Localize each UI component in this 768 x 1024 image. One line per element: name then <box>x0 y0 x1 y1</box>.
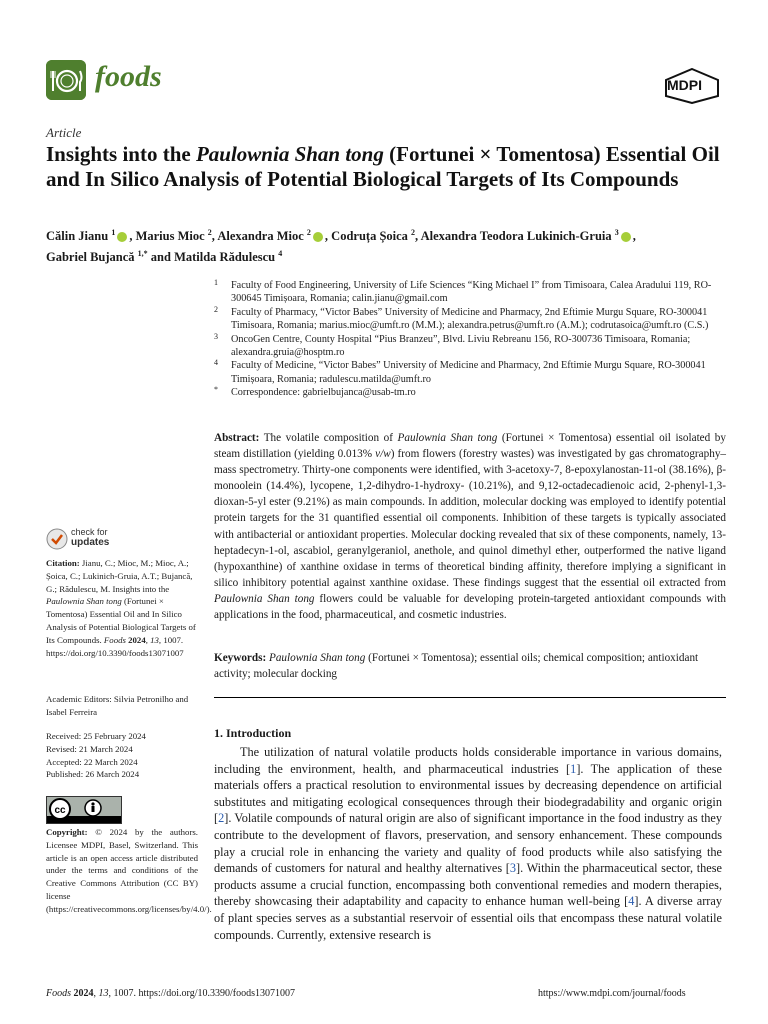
author: and Matilda Rădulescu <box>147 250 276 265</box>
affiliation: 1 Faculty of Food Engineering, University of Life Sciences “King Michael I” from Timisoara, Calea Aradului 119, RO-300645 Timișoara, Romania; calin.jianu@gmail.com <box>214 278 712 305</box>
footer-citation: Foods 2024, 13, 1007. https://doi.org/10.3390/foods13071007 <box>46 988 295 999</box>
author: Alexandra Mioc <box>217 229 304 244</box>
dates <box>46 730 198 781</box>
divider <box>214 697 726 698</box>
author: Alexandra Teodora Lukinich-Gruia <box>420 229 612 244</box>
section-heading: 1. Introduction <box>214 726 292 740</box>
article-type: Article <box>46 125 82 140</box>
affiliations <box>214 279 726 400</box>
affiliation: 3 OncoGen Centre, County Hospital “Pius Branzeu”, Blvd. Liviu Rebreanu 156, RO-300736 Timisoara, Romania; alexandra.gruia@hosptm.ro <box>214 331 691 359</box>
reference-link[interactable]: 1 <box>570 761 577 776</box>
check-updates-label-1: check for <box>71 527 108 537</box>
author: Călin Jianu <box>46 229 109 244</box>
affiliation: 2 Faculty of Pharmacy, “Victor Babes” University of Medicine and Pharmacy, 2nd Eftimie Murgu Square, RO-300041 Timisoara, Romania; marius.mioc@umft.ro (M.M.); alexandra.petrus@umft.ro (A.M.); codrutasoica@umft.ro (C.S.) <box>214 304 709 332</box>
author: Gabriel Bujancă <box>46 250 135 265</box>
revised-date: Revised: 21 March 2024 <box>46 743 133 754</box>
orcid-icon[interactable] <box>313 232 323 242</box>
received-date: Received: 25 February 2024 <box>46 731 146 741</box>
keywords: Keywords: Paulownia Shan tong (Fortunei × Tomentosa); essential oils; chemical composition; antioxidant activity; molecular docking <box>214 652 699 681</box>
publisher-name: MDPI <box>667 77 702 93</box>
reference-link[interactable]: 4 <box>628 894 635 909</box>
title-text-rest: (Fortunei × Tomentosa) Essential Oil and In Silico Analysis of Potential Biological Targets of Its Compounds <box>46 142 720 191</box>
article-title <box>46 142 726 192</box>
abstract: Abstract: The volatile composition of Paulownia Shan tong (Fortunei × Tomentosa) essential oil isolated by steam distillation (yielding 0.013% v/w) from flowers (forestry wastes) was investigated by gas chromatography–mass spectrometry. Thirty-one components were identified, with 3-acetoxy-7, 8-epoxylanostan-11-ol (38.16%), β-monoolein (14.4%), lycopene, 1,2-dihydro-1-hydroxy- (10.21%), and 9,12-octadecadienoic acid, 2-phenyl-1,3-dioxan-5-yl ester (9.21%) as main compounds. In addition, molecular docking was employed to identify potential protein targets for the 31 quantified essential oil components. Inhibition of these targets is typically associated with antibacterial or antioxidant properties. Molecular docking revealed that six of these components, namely, 13-heptadecyn-1-ol, ascabiol, geranylgeraniol, anethole, and quinol dimethyl ether, outperformed the native ligand (hypoxanthine) of xanthine oxidase in terms of theoretical binding affinity, therefore implying a significant in silico inhibitory potential against xanthine oxidase. These findings suggest that the essential oil extracted from Paulownia Shan tong flowers could be valuable for developing protein-targeted antioxidant compounds with applications in the food, pharmaceutical, and cosmetic industries. <box>214 432 727 622</box>
svg-text:cc: cc <box>54 805 66 816</box>
cc-by-license-icon[interactable] <box>46 796 122 824</box>
reference-link[interactable]: 3 <box>509 861 517 876</box>
orcid-icon[interactable] <box>117 232 127 242</box>
check-for-updates-button[interactable] <box>46 527 196 551</box>
affiliation: 4 Faculty of Medicine, “Victor Babes” University of Medicine and Pharmacy, 2nd Eftimie Murgu Square, RO-300041 Timișoara, Romania; radulescu.matilda@umft.ro <box>214 358 706 385</box>
introduction-paragraph: The utilization of natural volatile products holds considerable importance in various domains, including the environment, health, and pharmaceutical industries [1]. The application of these materials offers a practical resolution to environmental issues by decreasing dependence on artificial substitutes and mitigating ecological consequences through their biodegradability and organic origin [2]. Volatile compounds of natural origin are also of significant importance in the food industry as they contribute to the development of flavors, preservation, and sensory enhancement. These compounds play a crucial role in enhancing the variety and quality of food products while also satisfying the demands of customers for natural and healthy alternatives [3]. Within the pharmaceutical sector, these products assume a crucial function, encompassing both conventional remedies and modern therapies, thereby showcasing their adaptability and capacity to enhance human well-being [4]. A diverse array of plant species serves as a substantial reservoir of essential oils that encompass these natural volatile compounds. Currently, extensive research is <box>214 745 722 942</box>
check-updates-icon <box>46 528 68 550</box>
journal-name: foods <box>95 60 162 93</box>
orcid-icon[interactable] <box>621 232 631 242</box>
author-list: Călin Jianu $^1$ , Marius Mioc $^2$, Alexandra Mioc $^2$ , Codruța Șoica $^2$, Alexandra Teodora Lukinich-Gruia $^3$ , Gabriel Bujancă $^{1,*}$ and Matilda Rădulescu $^4$ <box>46 228 636 265</box>
correspondence: * Correspondence: gabrielbujanca@usab-tm.ro <box>214 385 416 399</box>
reference-link[interactable]: 2 <box>218 811 225 826</box>
check-updates-label-2: updates <box>71 537 110 548</box>
academic-editors: Academic Editors: Silvia Petronilho and Isabel Ferreira <box>46 694 189 717</box>
footer-journal-url[interactable]: https://www.mdpi.com/journal/foods <box>538 988 686 999</box>
title-text: Insights into the <box>46 142 196 166</box>
author: Marius Mioc <box>135 229 205 244</box>
author: Codruța Șoica <box>331 229 408 244</box>
foods-journal-logo-icon <box>46 60 86 100</box>
keywords-label: Keywords: <box>214 652 267 664</box>
published-date: Published: 26 March 2024 <box>46 769 140 780</box>
abstract-label: Abstract: <box>214 432 260 444</box>
citation: Citation: Jianu, C.; Mioc, M.; Mioc, A.; Șoica, C.; Lukinich-Gruia, A.T.; Bujancă, G.; Rădulescu, M. Insights into the Paulownia Shan tong (Fortunei × Tomentosa) Essential Oil and In Silico Analysis of Potential Biological Targets of Its Compounds. Foods 2024, 13, 1007. https://doi.org/10.3390/foods13071007 <box>46 558 196 658</box>
accepted-date: Accepted: 22 March 2024 <box>46 756 138 767</box>
copyright-notice: Copyright: © 2024 by the authors. Licensee MDPI, Basel, Switzerland. This article is an open access article distributed under the terms and conditions of the Creative Commons Attribution (CC BY) license (https://creativecommons.org/licenses/by/4.0/). <box>46 827 212 914</box>
title-species: Paulownia Shan tong <box>195 142 384 166</box>
